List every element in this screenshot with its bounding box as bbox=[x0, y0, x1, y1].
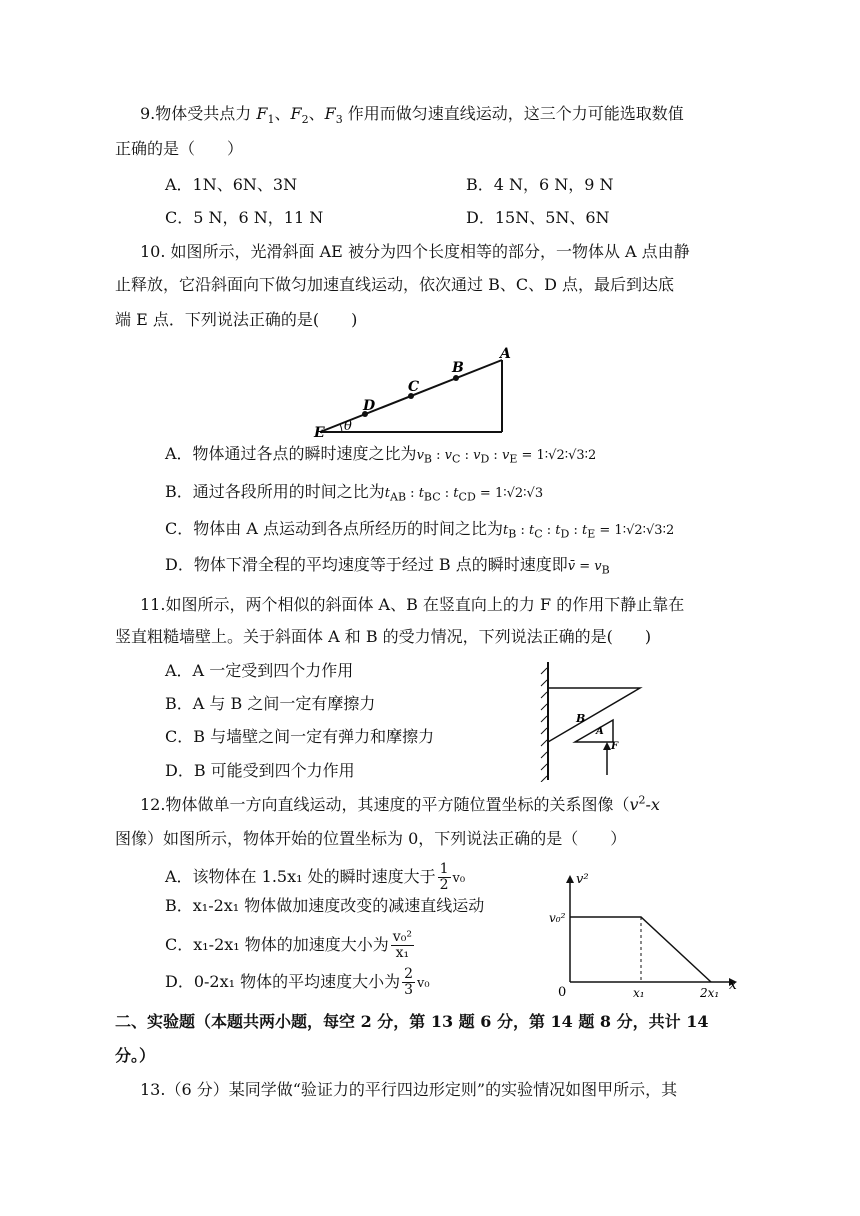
q9-stem-line2: 正确的是（ ） bbox=[115, 139, 244, 158]
q10-option-d: D．物体下滑全程的平均速度等于经过 B 点的瞬时速度即v̄ = $v_B$ bbox=[165, 555, 610, 577]
2x1-label: 2x₁ bbox=[700, 986, 720, 1000]
q12-option-a: A．该物体在 1.5x₁ 处的瞬时速度大于 $\frac{1}{2}$ v₀ bbox=[165, 861, 466, 893]
q11-option-d: D．B 可能受到四个力作用 bbox=[165, 761, 355, 780]
q9-stem-line1: 9.物体受共点力 $F_1$、$F_2$、$F_3$ 作用而做匀速直线运动，这三个力可能选取数值 bbox=[140, 104, 684, 127]
q12-stem-line1: 12.物体做单一方向直线运动，其速度的平方随位置坐标的关系图像（$v^2-x$ bbox=[140, 793, 660, 814]
y-axis-label: v² bbox=[576, 872, 589, 887]
q11-option-a: A．A 一定受到四个力作用 bbox=[165, 661, 354, 680]
v0sq-label: v₀² bbox=[549, 911, 566, 925]
q9-option-c: C．5 N，6 N，11 N bbox=[165, 208, 324, 227]
x1-label: x₁ bbox=[633, 986, 645, 1000]
x-axis-label: x bbox=[729, 977, 737, 993]
v2-x-graph bbox=[545, 865, 745, 1000]
q10-stem-line1: 10. 如图所示，光滑斜面 AE 被分为四个长度相等的部分，一物体从 A 点由静 bbox=[140, 242, 690, 261]
q10-option-a: A．物体通过各点的瞬时速度之比为$v_B$ : $v_C$ : $v_D$ : $v_E$ = 1∶√2∶√3∶2 bbox=[165, 444, 597, 466]
label-a: A bbox=[500, 346, 511, 362]
label-e: E bbox=[314, 425, 325, 440]
q12-option-c: C．x₁-2x₁ 物体的加速度大小为 $\frac{\text{v₀²}}{\text{x₁}}$ bbox=[165, 929, 412, 961]
label-a: A bbox=[596, 726, 604, 737]
label-f: F bbox=[611, 741, 619, 752]
q12-stem-line2: 图像）如图所示，物体开始的位置坐标为 0，下列说法正确的是（ ） bbox=[115, 829, 627, 848]
label-d: D bbox=[363, 398, 376, 414]
q12-option-b: B．x₁-2x₁ 物体做加速度改变的减速直线运动 bbox=[165, 896, 485, 915]
q10-option-c: C．物体由 A 点运动到各点所经历的时间之比为$t_B$ : $t_C$ : $t_D$ : $t_E$ = 1∶√2∶√3∶2 bbox=[165, 519, 675, 541]
q11-stem-line1: 11.如图所示，两个相似的斜面体 A、B 在竖直向上的力 F 的作用下静止靠在 bbox=[140, 595, 685, 614]
label-theta: θ bbox=[344, 419, 352, 434]
q9-option-b: B．4 N，6 N，9 N bbox=[466, 175, 614, 194]
label-b: B bbox=[452, 360, 464, 376]
q12-option-d: D．0-2x₁ 物体的平均速度大小为 $\frac{2}{3}$ v₀ bbox=[165, 966, 430, 998]
incline-figure bbox=[310, 340, 525, 440]
wedge-figure bbox=[536, 660, 646, 782]
origin-label: 0 bbox=[558, 985, 567, 1000]
q11-option-b: B．A 与 B 之间一定有摩擦力 bbox=[165, 694, 376, 713]
q9-option-a: A．1N、6N、3N bbox=[165, 175, 298, 194]
q11-option-c: C．B 与墙壁之间一定有弹力和摩擦力 bbox=[165, 727, 435, 746]
q10-stem-line2: 止释放，它沿斜面向下做匀加速直线运动，依次通过 B、C、D 点，最后到达底 bbox=[115, 275, 675, 294]
section2-heading-line2: 分。） bbox=[115, 1046, 156, 1065]
q11-stem-line2: 竖直粗糙墙壁上。关于斜面体 A 和 B 的受力情况，下列说法正确的是( ) bbox=[115, 627, 652, 646]
q10-option-b: B．通过各段所用的时间之比为$t_{AB}$ : $t_{BC}$ : $t_{CD}$ = 1∶√2∶√3 bbox=[165, 482, 544, 504]
section2-heading-line1: 二、实验题（本题共两小题，每空 2 分，第 13 题 6 分，第 14 题 8 分，共计 14 bbox=[115, 1012, 709, 1031]
q9-option-d: D．15N、5N、6N bbox=[466, 208, 610, 227]
q13-stem-line1: 13.（6 分）某同学做“验证力的平行四边形定则”的实验情况如图甲所示，其 bbox=[140, 1080, 678, 1099]
label-c: C bbox=[408, 379, 420, 395]
label-b: B bbox=[576, 712, 586, 725]
q10-stem-line3: 端 E 点．下列说法正确的是( ) bbox=[115, 310, 358, 329]
